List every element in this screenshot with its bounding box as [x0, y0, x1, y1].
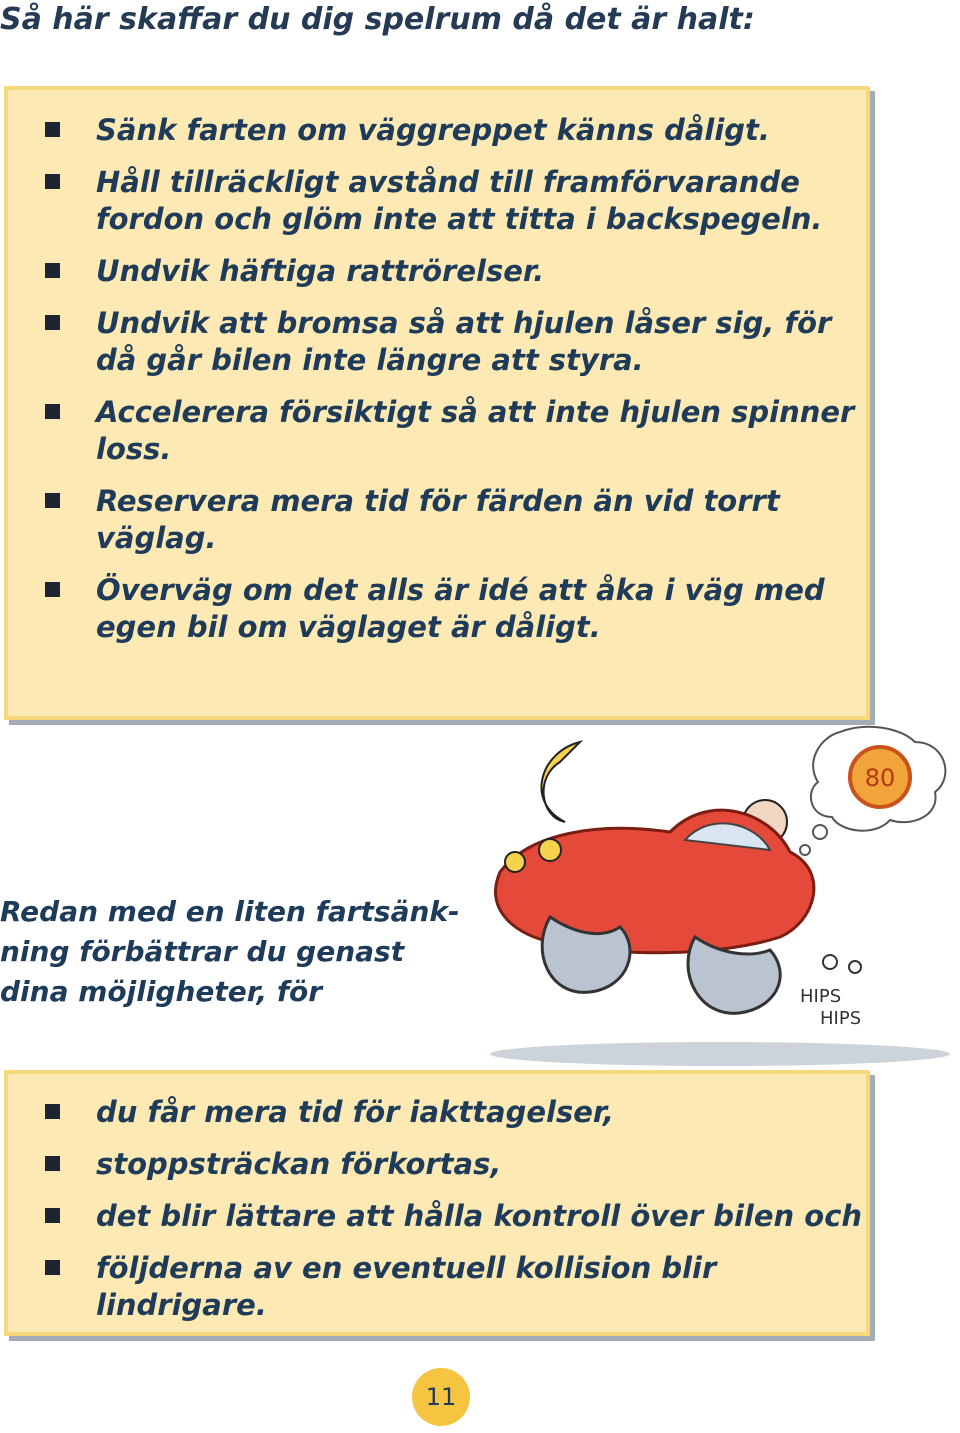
- car-illustration: [470, 722, 960, 1072]
- square-bullet-icon: [45, 493, 60, 508]
- page-number-badge: [412, 1368, 470, 1426]
- tip-text: Håll tillräckligt avstånd till framförvarande fordon och glöm inte att titta i backspegeln.: [96, 165, 823, 236]
- speed-sign-value: 80: [864, 764, 896, 792]
- square-bullet-icon: [45, 1104, 60, 1119]
- square-bullet-icon: [45, 1156, 60, 1171]
- square-bullet-icon: [45, 1260, 60, 1275]
- intro-line: dina möjligheter, för: [0, 975, 323, 1008]
- benefit-text: följderna av en eventuell kollision blir lindrigare.: [96, 1251, 717, 1322]
- tip-text: Sänk farten om väggreppet känns dåligt.: [96, 113, 770, 147]
- moon-icon: [541, 742, 580, 822]
- tip-text: Undvik häftiga rattrörelser.: [96, 254, 545, 288]
- motion-puff: [849, 961, 861, 973]
- tip-text: Överväg om det alls är idé att åka i väg med egen bil om väglaget är dåligt.: [96, 573, 825, 644]
- intro-line: ning förbättrar du genast: [0, 935, 405, 968]
- square-bullet-icon: [45, 582, 60, 597]
- page-number: 11: [425, 1383, 457, 1411]
- benefit-text: stoppsträckan förkortas,: [96, 1147, 502, 1181]
- intro-line: Redan med en liten fartsänk-: [0, 895, 460, 928]
- headlight-icon: [539, 839, 561, 861]
- headlight-icon: [505, 852, 525, 872]
- benefit-text: det blir lättare att hålla kontroll över bilen och: [96, 1199, 863, 1233]
- thought-bubble: [813, 825, 827, 839]
- square-bullet-icon: [45, 315, 60, 330]
- sound-text: HIPS: [800, 986, 842, 1007]
- motion-puff: [823, 955, 837, 969]
- square-bullet-icon: [45, 122, 60, 137]
- benefits-box: [4, 1070, 870, 1336]
- tip-text: Undvik att bromsa så att hjulen låser sig, för då går bilen inte längre att styra.: [96, 306, 832, 377]
- sound-text: HIPS: [820, 1008, 862, 1029]
- page-heading: Så här skaffar du dig spelrum då det är halt:: [0, 2, 755, 37]
- square-bullet-icon: [45, 404, 60, 419]
- ground-shadow: [490, 1042, 950, 1066]
- square-bullet-icon: [45, 1208, 60, 1223]
- benefit-text: du får mera tid för iakttagelser,: [96, 1095, 614, 1129]
- intro-text: [0, 892, 470, 1012]
- tip-text: Accelerera försiktigt så att inte hjulen spinner loss.: [96, 395, 855, 466]
- tips-box: [4, 86, 870, 720]
- square-bullet-icon: [45, 174, 60, 189]
- square-bullet-icon: [45, 263, 60, 278]
- tip-text: Reservera mera tid för färden än vid torrt väglag.: [96, 484, 780, 555]
- thought-bubble: [800, 845, 810, 855]
